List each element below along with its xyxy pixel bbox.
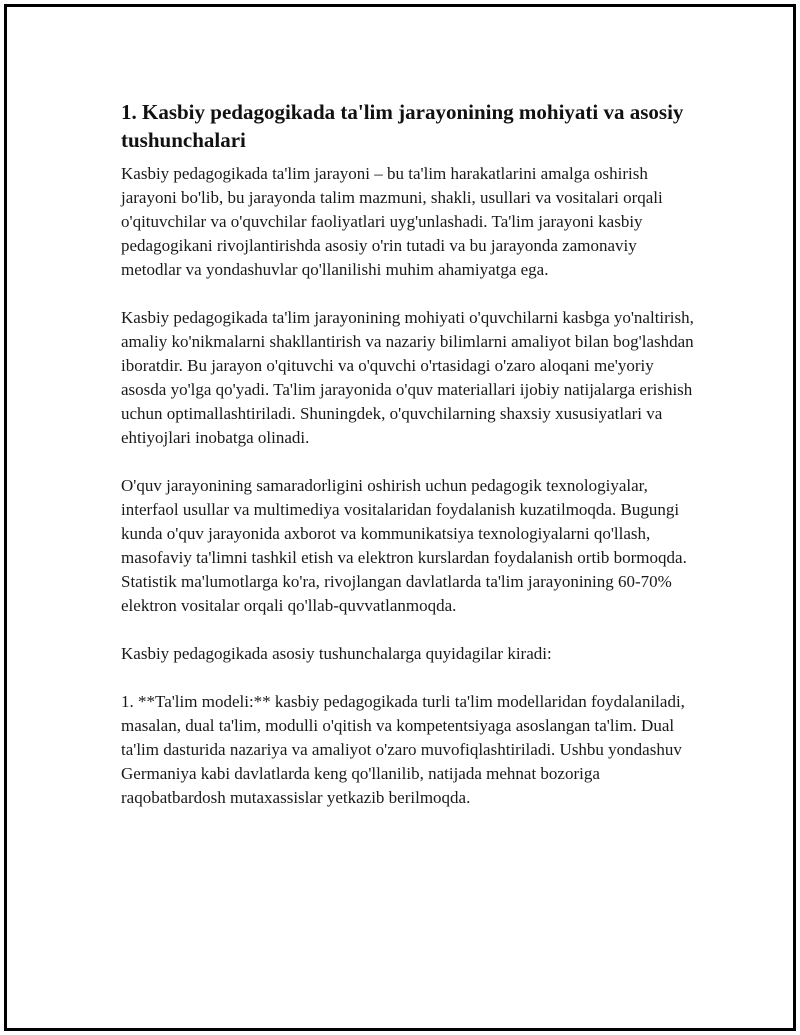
section-heading: 1. Kasbiy pedagogikada ta'lim jarayonining mohiyati va asosiy tushunchalari <box>121 100 684 152</box>
paragraph-education-model: 1. **Ta'lim modeli:** kasbiy pedagogikada turli ta'lim modellaridan foydalaniladi, masalan, dual ta'lim, modulli o'qitish va kompetentsiyaga asoslangan ta'lim. Dual ta'lim dasturida nazariya va amaliyot o'zaro muvofiqlashtiriladi. Ushbu yondashuv Germaniya kabi davlatlarda keng qo'llanilib, natijada mehnat bozoriga raqobatbardosh mutaxassislar yetkazib berilmoqda. <box>121 692 685 807</box>
paragraph-definition: Kasbiy pedagogikada ta'lim jarayoni – bu ta'lim harakatlarini amalga oshirish jarayoni bo'lib, bu jarayonda talim mazmuni, shakli, usullari va vositalari orqali o'qituvchilar va o'quvchilar faoliyatlari uyg'unlashadi. Ta'lim jarayoni kasbiy pedagogikani rivojlantirishda asosiy o'rin tutadi va bu jarayonda zamonaviy metodlar va yondashuvlar qo'llanilishi muhim ahamiyatga ega. <box>121 164 663 279</box>
paragraph-essence: Kasbiy pedagogikada ta'lim jarayonining mohiyati o'quvchilarni kasbga yo'naltirish, amaliy ko'nikmalarni shakllantirish va nazariy bilimlarni amaliyot bilan bog'lashdan iboratdir. Bu jarayon o'qituvchi va o'quvchi o'rtasidagi o'zaro aloqani me'yoriy asosda yo'lga qo'yadi. Ta'lim jarayonida o'quv materiallari ijobiy natijalarga erishish uchun optimallashtiriladi. Shuningdek, o'quvchilarning shaxsiy xususiyatlari va ehtiyojlari inobatga olinadi. <box>121 308 694 447</box>
paragraph-technology: O'quv jarayonining samaradorligini oshirish uchun pedagogik texnologiyalar, interfaol usullar va multimediya vositalaridan foydalanish kuzatilmoqda. Bugungi kunda o'quv jarayonida axborot va kommunikatsiya texnologiyalarni qo'llash, masofaviy ta'limni tashkil etish va elektron kurslardan foydalanish ortib bormoqda. Statistik ma'lumotlarga ko'ra, rivojlangan davlatlarda ta'lim jarayonining 60-70% elektron vositalar orqali qo'llab-quvvatlanmoqda. <box>121 476 687 615</box>
page-frame <box>4 4 796 1031</box>
paragraph-concepts-intro: Kasbiy pedagogikada asosiy tushunchalarga quyidagilar kiradi: <box>121 644 552 663</box>
document-body <box>121 98 701 834</box>
